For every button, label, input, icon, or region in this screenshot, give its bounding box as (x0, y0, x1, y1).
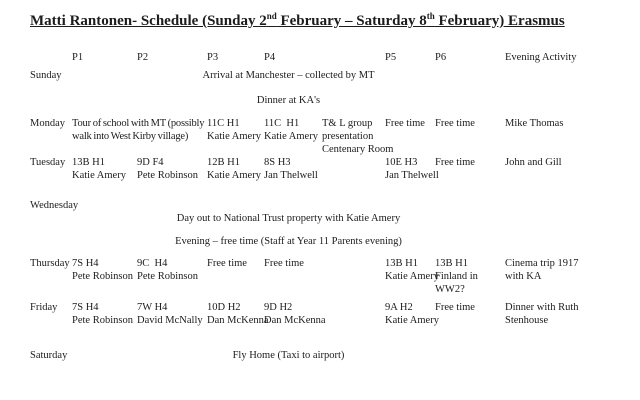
cell-p3 (207, 156, 264, 182)
cell-line: Pete Robinson (137, 170, 198, 181)
cell-line: 11C H1 (264, 118, 300, 129)
cell-line: Free time (385, 118, 425, 129)
cell-line: 7S H4 (72, 302, 99, 313)
schedule-row-friday (30, 301, 634, 327)
cell-p4 (264, 117, 322, 143)
cell-line: Cinema trip 1917 (505, 258, 579, 269)
column-header-p1: P1 (72, 52, 84, 63)
cell-ev (505, 117, 634, 130)
cell-p2 (137, 301, 207, 327)
cell-p1 (72, 156, 137, 182)
cell-p1 (72, 257, 137, 283)
cell-line: Katie Amery (264, 131, 318, 142)
cell-line: Free time (435, 302, 475, 313)
cell-ev (505, 301, 634, 327)
cell-line: 7W H4 (137, 302, 168, 313)
cell-p1 (72, 301, 137, 327)
title-superscript: th (426, 11, 435, 21)
cell-line: 9D H2 (264, 302, 293, 313)
day-label: Monday (30, 118, 65, 129)
cell-p4 (264, 301, 326, 327)
column-header-p2: P2 (137, 52, 149, 63)
cell-p3 (207, 117, 264, 143)
cell-line: Centenary Room (322, 144, 394, 155)
cell-p3 (207, 301, 269, 327)
schedule-row-saturday (30, 349, 634, 362)
cell-p6 (435, 117, 505, 130)
day-label: Thursday (30, 258, 70, 269)
cell-line: T& L group (322, 118, 373, 129)
column-header-p5: P5 (385, 52, 397, 63)
cell-p5 (385, 257, 439, 283)
column-header-evening-activity: Evening Activity (505, 52, 577, 63)
cell-line: presentation (322, 131, 374, 142)
cell-line: 10E H3 (385, 157, 418, 168)
cell-p4 (264, 257, 322, 270)
day-label: Tuesday (30, 157, 66, 168)
cell-p1p2 (72, 117, 207, 143)
merged-activity-cell: Arrival at Manchester – collected by MT (202, 70, 375, 81)
cell-line: 13B H1 (72, 157, 105, 168)
cell-line: Dan McKenna (264, 315, 326, 326)
cell-line: Finland in (435, 271, 478, 282)
day-label: Friday (30, 302, 58, 313)
cell-line: WW2? (435, 284, 465, 295)
cell-line: 7S H4 (72, 258, 99, 269)
cell-line: 11C H1 (207, 118, 240, 129)
day-label: Saturday (30, 350, 68, 361)
column-header-p4: P4 (264, 52, 276, 63)
cell-p5 (385, 156, 439, 182)
title-text: February – Saturday 8 (276, 13, 427, 29)
cell-line: Stenhouse (505, 315, 549, 326)
cell-line: Free time (435, 118, 475, 129)
cell-line: Pete Robinson (72, 271, 133, 282)
cell-line: Mike Thomas (505, 118, 564, 129)
cell-line: Jan Thelwell (385, 170, 439, 181)
day-label: Sunday (30, 70, 62, 81)
cell-line: Free time (435, 157, 475, 168)
cell-p6 (435, 156, 505, 169)
cell-line: Katie Amery (207, 131, 261, 142)
cell-line: 9A H2 (385, 302, 413, 313)
schedule-row-monday (30, 117, 634, 156)
cell-line: 9C H4 (137, 258, 168, 269)
cell-ev (505, 257, 634, 283)
column-header-p3: P3 (207, 52, 219, 63)
cell-p2 (137, 257, 207, 283)
cell-line: John and Gill (505, 157, 562, 168)
cell-line: Katie Amery (72, 170, 126, 181)
cell-line: Katie Amery (385, 271, 439, 282)
merged-activity-cell: Day out to National Trust property with Katie Amery (176, 213, 401, 224)
cell-line: Dan McKenna (207, 315, 269, 326)
schedule-row-tuesday (30, 156, 634, 182)
cell-ev (505, 156, 634, 169)
title-text: February) Erasmus (434, 13, 565, 29)
cell-line: 12B H1 (207, 157, 240, 168)
merged-activity-cell: Evening – free time (Staff at Year 11 Parents evening) (175, 236, 402, 247)
cell-line: Pete Robinson (137, 271, 198, 282)
cell-p5 (385, 301, 439, 327)
cell-line: walk into West Kirby village) (72, 131, 189, 142)
cell-line: Free time (207, 258, 247, 269)
cell-line: 13B H1 (435, 258, 468, 269)
title-superscript: nd (266, 11, 277, 21)
cell-line: 13B H1 (385, 258, 418, 269)
schedule-table-body (30, 69, 634, 362)
schedule-row-merged-1 (30, 94, 634, 107)
schedule-row-sunday (30, 69, 634, 82)
schedule-row-merged-6 (30, 235, 634, 248)
cell-line: Jan Thelwell (264, 170, 318, 181)
cell-line: Free time (264, 258, 304, 269)
cell-p2 (137, 156, 207, 182)
column-header-p6: P6 (435, 52, 447, 63)
day-label: Wednesday (30, 200, 79, 211)
cell-line: 10D H2 (207, 302, 241, 313)
schedule-row-thursday (30, 257, 634, 296)
cell-line: Dinner with Ruth (505, 302, 579, 313)
cell-line: David McNally (137, 315, 203, 326)
schedule-row-merged-5 (30, 212, 634, 225)
cell-p5 (385, 117, 435, 130)
cell-line: Katie Amery (207, 170, 261, 181)
table-header-row (30, 51, 634, 64)
cell-p4 (264, 156, 322, 182)
cell-line: 9D F4 (137, 157, 164, 168)
cell-line: Pete Robinson (72, 315, 133, 326)
cell-line: Tour of school with MT (possibly (72, 118, 205, 129)
cell-p6 (435, 301, 505, 314)
title-text: Matti Rantonen- Schedule (Sunday 2 (30, 13, 267, 29)
schedule-row-wednesday (30, 199, 634, 212)
cell-line: Katie Amery (385, 315, 439, 326)
merged-activity-cell: Dinner at KA's (256, 95, 321, 106)
merged-activity-cell: Fly Home (Taxi to airport) (232, 350, 345, 361)
cell-line: 8S H3 (264, 157, 291, 168)
cell-mid (322, 117, 394, 156)
cell-line: with KA (505, 271, 542, 282)
cell-p6 (435, 257, 505, 296)
page-title (30, 12, 634, 31)
cell-p3 (207, 257, 264, 270)
